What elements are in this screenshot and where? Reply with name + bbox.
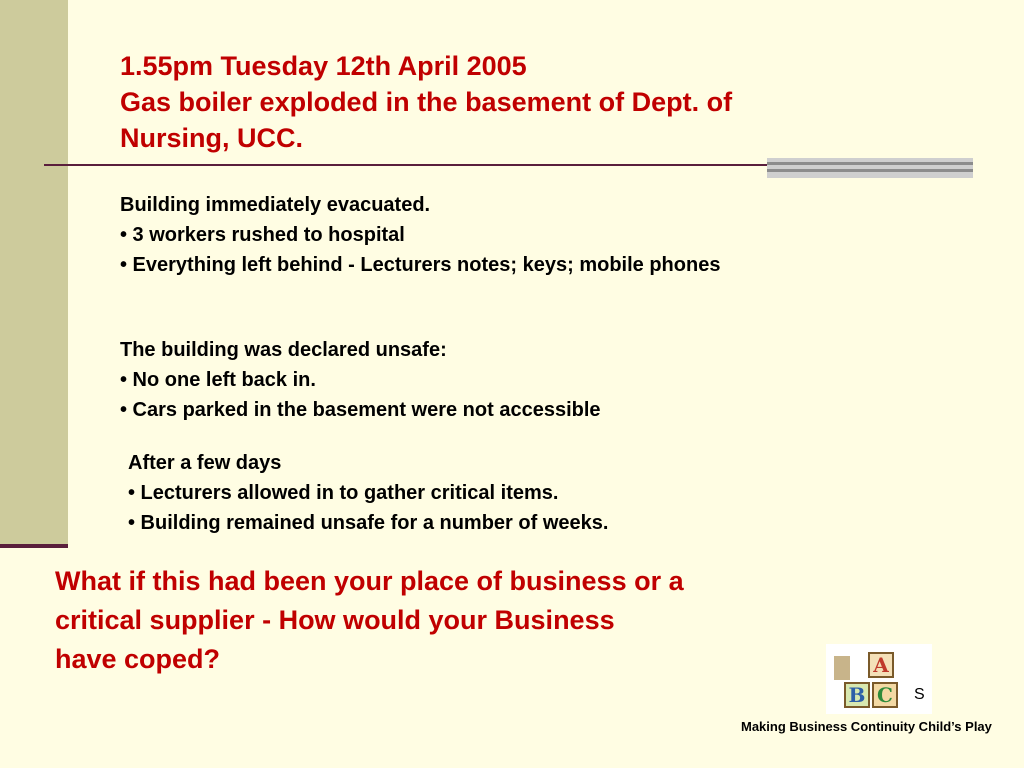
title-divider — [44, 164, 770, 166]
side-bar — [0, 0, 68, 545]
block-c-icon: C — [872, 682, 898, 708]
bullet-item: • 3 workers rushed to hospital — [120, 224, 405, 246]
title-line: Gas boiler exploded in the basement of Dept. of — [120, 87, 733, 117]
block-b-icon: B — [844, 682, 870, 708]
question-line: have coped? — [55, 644, 221, 674]
decorative-stripe — [767, 169, 973, 172]
slide-title — [120, 48, 1000, 156]
title-line: 1.55pm Tuesday 12th April 2005 — [120, 51, 527, 81]
side-divider — [0, 544, 68, 548]
bullet-item: • Everything left behind - Lecturers notes; keys; mobile phones — [120, 254, 721, 276]
question-line: What if this had been your place of business or a — [55, 566, 684, 596]
decorative-bars — [767, 158, 973, 178]
bullet-item: • Building remained unsafe for a number of weeks. — [128, 512, 609, 534]
closing-question — [55, 562, 875, 679]
cube-shadow — [834, 656, 850, 680]
block-a-icon: A — [868, 652, 894, 678]
block-heading: After a few days — [128, 452, 282, 474]
bullet-item: • No one left back in. — [120, 369, 316, 391]
after-days-block — [128, 448, 608, 538]
bullet-item: • Cars parked in the basement were not accessible — [120, 399, 601, 421]
block-heading: Building immediately evacuated. — [120, 194, 431, 216]
title-line: Nursing, UCC. — [120, 123, 304, 153]
unsafe-block — [120, 335, 601, 425]
footer-tagline: Making Business Continuity Child’s Play — [741, 719, 992, 734]
decorative-stripe — [767, 162, 973, 165]
evacuation-block — [120, 190, 720, 280]
abc-blocks-logo — [826, 644, 932, 714]
question-line: critical supplier - How would your Business — [55, 605, 615, 635]
logo-suffix: S — [914, 686, 925, 703]
bullet-item: • Lecturers allowed in to gather critical items. — [128, 482, 559, 504]
block-heading: The building was declared unsafe: — [120, 339, 447, 361]
